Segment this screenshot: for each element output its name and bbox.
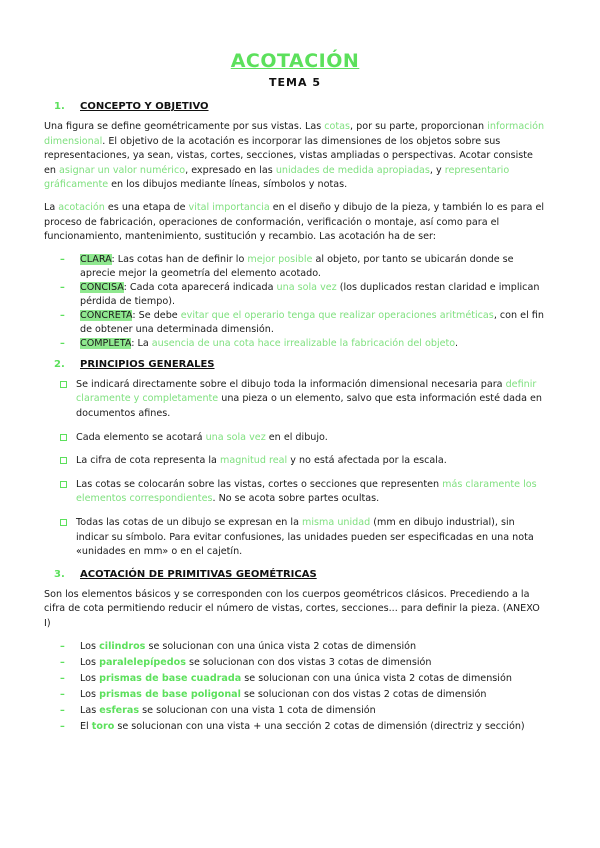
list-item: – El toro se solucionan con una vista + una sección 2 cotas de dimensión (directriz y sección) (60, 719, 546, 735)
list-item: Las cotas se colocarán sobre las vistas, cortes o secciones que representen más claramente los elementos correspondientes. No se acota sobre partes ocultas. (60, 478, 546, 507)
section-heading-2 (54, 359, 546, 370)
list-item: – COMPLETA: La ausencia de una cota hace irrealizable la fabricación del objeto. (60, 337, 459, 349)
checkbox-bullet-icon (60, 381, 67, 388)
section-number: 2. (54, 358, 65, 370)
dash-bullet: – (60, 673, 65, 685)
list-item: – Los prismas de base poligonal se solucionan con dos vistas 2 cotas de dimensión (60, 687, 546, 703)
section-number: 3. (54, 568, 65, 580)
section-heading-3 (54, 569, 546, 580)
dash-bullet: – (60, 281, 65, 293)
list-item: Todas las cotas de un dibujo se expresan en la misma unidad (mm en dibujo industrial), sin indicar su símbolo. Para evitar confusiones, las unidades pueden ser especificadas en una nota «unidades en mm» o en el cajetín. (60, 516, 546, 560)
checkbox-bullet-icon (60, 457, 67, 464)
list-item: – CLARA: Las cotas han de definir lo mejor posible al objeto, por tanto se ubicarán donde se aprecie mejor la geometría del elemento acotado. (60, 253, 514, 279)
section-title: PRINCIPIOS GENERALES (80, 358, 215, 370)
list-item: Se indicará directamente sobre el dibujo toda la información dimensional necesaria para definir claramente y completamente una pieza o un elemento, salvo que esta información esté dada en documentos afines. (60, 378, 546, 422)
paragraph-primitives-intro: Son los elementos básicos y se corresponden con los cuerpos geométricos clásicos. Precediendo a la cifra de cota permitiendo reducir el número de vistas, cortes, secciones... para definir la pieza. (ANEXO I) (44, 588, 540, 629)
list-item: Cada elemento se acotará una sola vez en el dibujo. (60, 431, 546, 446)
dash-bullet: – (60, 705, 65, 717)
list-item: – Los prismas de base cuadrada se solucionan con una única vista 2 cotas de dimensión (60, 671, 546, 687)
requirements-list (44, 253, 546, 351)
dash-bullet: – (60, 657, 65, 669)
list-item: La cifra de cota representa la magnitud real y no está afectada por la escala. (60, 454, 546, 469)
document-title: ACOTACIÓN (230, 50, 360, 72)
list-item: – CONCRETA: Se debe evitar que el operario tenga que realizar operaciones aritméticas, con el fin de obtener una determinada dimensión. (60, 309, 544, 335)
paragraph-importance: La acotación es una etapa de vital importancia en el diseño y dibujo de la pieza, y también lo es para el proceso de fabricación, operaciones de conformación, verificación o montaje, así como para el funcionamiento, mantenimiento, sustitución y recambio. Las acotación ha de ser: (44, 201, 545, 243)
dash-bullet: – (60, 337, 65, 349)
list-item: – CONCISA: Cada cota aparecerá indicada una sola vez (los duplicados restan claridad e implican pérdida de tiempo). (60, 281, 540, 307)
section-heading-1 (54, 101, 546, 112)
dash-bullet: – (60, 689, 65, 701)
list-item: – Los cilindros se solucionan con una única vista 2 cotas de dimensión (60, 639, 546, 655)
dash-bullet: – (60, 721, 65, 733)
section-number: 1. (54, 101, 65, 112)
dash-bullet: – (60, 253, 65, 265)
dash-bullet: – (60, 309, 65, 321)
checkbox-bullet-icon (60, 481, 67, 488)
document-subtitle: TEMA 5 (269, 76, 321, 89)
principles-list (44, 378, 546, 560)
section-title: ACOTACIÓN DE PRIMITIVAS GEOMÉTRICAS (80, 568, 317, 580)
paragraph-definition: Una figura se define geométricamente por sus vistas. Las cotas, por su parte, proporcionan información dimensional. El objetivo de la acotación es incorporar las dimensiones de los objetos sobre sus representaciones, ya sean, vistas, cortes, secciones, vistas ampliadas o perspectivas. Acotar consiste en asignar un valor numérico, expresado en las unidades de medida apropiadas, y representario gráficamente en los dibujos mediante líneas, símbolos y notas. (44, 121, 545, 191)
primitives-list (44, 639, 546, 735)
list-item: – Los paralelepípedos se solucionan con dos vistas 3 cotas de dimensión (60, 655, 546, 671)
dash-bullet: – (60, 641, 65, 653)
checkbox-bullet-icon (60, 434, 67, 441)
checkbox-bullet-icon (60, 519, 67, 526)
section-title: CONCEPTO Y OBJETIVO (80, 101, 209, 112)
list-item: – Las esferas se solucionan con una vista 1 cota de dimensión (60, 703, 546, 719)
